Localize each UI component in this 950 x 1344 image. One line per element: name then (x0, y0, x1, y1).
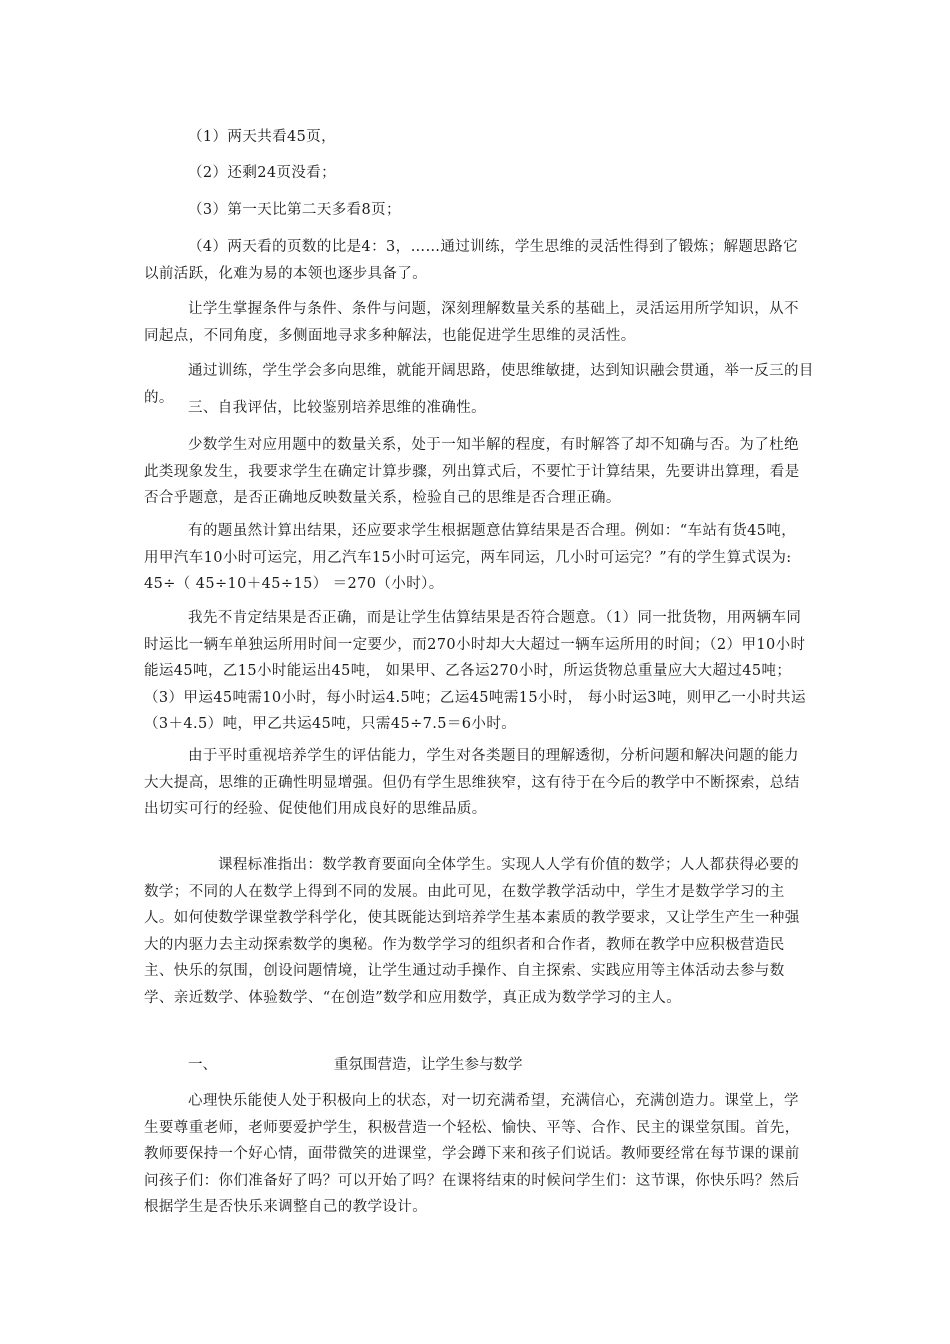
item-4-paragraph: （4）两天看的页数的比是4：3，……通过训练，学生思维的灵活性得到了锻炼；解题思路它以前活跃，化难为易的本领也逐步具备了。 (144, 239, 798, 282)
flexibility-paragraph: 让学生掌握条件与条件、条件与问题，深刻理解数量关系的基础上，灵活运用所学知识，从不同起点，不同角度，多侧面地寻求多种解法，也能促进学生思维的灵活性。 (144, 301, 799, 344)
item-3: （3）第一天比第二天多看8页； (188, 202, 401, 218)
training-paragraph: 通过训练，学生学会多向思维，就能开阔思路，使思维敏捷，达到知识融会贯通，举一反三的目的。 (144, 363, 814, 406)
estimation-paragraph: 有的题虽然计算出结果，还应要求学生根据题意估算结果是否合理。例如：“车站有货45吨，用甲汽车10小时可运完，用乙汽车15小时可运完，两车同运，几小时可运完？”有的学生算式误为: 45÷（ 45÷10＋45÷15） ＝270（小时）。 (144, 523, 797, 592)
atmosphere-paragraph: 心理快乐能使人处于积极向上的状态，对一切充满希望，充满信心，充满创造力。课堂上，学生要尊重老师，老师要爱护学生，积极营造一个轻松、愉快、平等、合作、民主的课堂氛围。首先，教师要保持一个好心情，面带微笑的进课堂，学会蹲下来和孩子们说话。教师要经常在每节课的课前问孩子们：你们准备好了吗？可以开始了吗？在课将结束的时候问学生们：这节课，你快乐吗？然后根据学生是否快乐来调整自己的教学设计。 (144, 1093, 800, 1215)
accuracy-paragraph: 少数学生对应用题中的数量关系，处于一知半解的程度，有时解答了却不知确与否。为了杜绝此类现象发生，我要求学生在确定计算步骤，列出算式后，不要忙于计算结果，先要讲出算理，看是否合乎题意，是否正确地反映数量关系，检验自己的思维是否合理正确。 (144, 437, 800, 506)
heading-number: 一、 (188, 1057, 217, 1073)
curriculum-intro-paragraph: 课程标准指出：数学教育要面向全体学生。实现人人学有价值的数学；人人都获得必要的数学；不同的人在数学上得到不同的发展。由此可见，在数学教学活动中，学生才是数学学习的主人。如何使数学课堂教学科学化，使其既能达到培养学生基本素质的教学要求，又让学生产生一种强大的内驱力去主动探索数学的奥秘。作为数学学习的组织者和合作者，教师在教学中应积极营造民主、快乐的氛围，创设问题情境，让学生通过动手操作、自主探索、实践应用等主体活动去参与数学、亲近数学、体验数学、“在创造”数学和应用数学，真正成为数学学习的主人。 (144, 857, 800, 1006)
analysis-paragraph: 我先不肯定结果是否正确，而是让学生估算结果是否符合题意。（1）同一批货物，用两辆车同时运比一辆车单独运所用时间一定要少，而270小时却大大超过一辆车运所用的时间；（2）甲10小时能运45吨，乙15小时能运出45吨， 如果甲、乙各运270小时，所运货物总重量应大大超过45吨；（3）甲运45吨需10小时，每小时运4.5吨；乙运45吨需15小时， 每小时运3吨，则甲乙一小时共运（3＋4.5）吨，甲乙共运45吨，只需45÷7.5＝6小时。 (144, 610, 806, 732)
item-1: （1）两天共看45页， (188, 129, 337, 145)
heading-text: 重氛围营造，让学生参与数学 (334, 1057, 523, 1073)
item-2: （2）还剩24页没看； (188, 165, 337, 181)
conclusion-paragraph: 由于平时重视培养学生的评估能力，学生对各类题目的理解透彻，分析问题和解决问题的能力大大提高，思维的正确性明显增强。但仍有学生思维狭窄，这有待于在今后的教学中不断探索，总结出切实可行的经验、促使他们用成良好的思维品质。 (144, 748, 800, 817)
section-three-heading: 三、自我评估，比较鉴别培养思维的准确性。 (188, 400, 486, 416)
section-one-heading (188, 1052, 523, 1078)
